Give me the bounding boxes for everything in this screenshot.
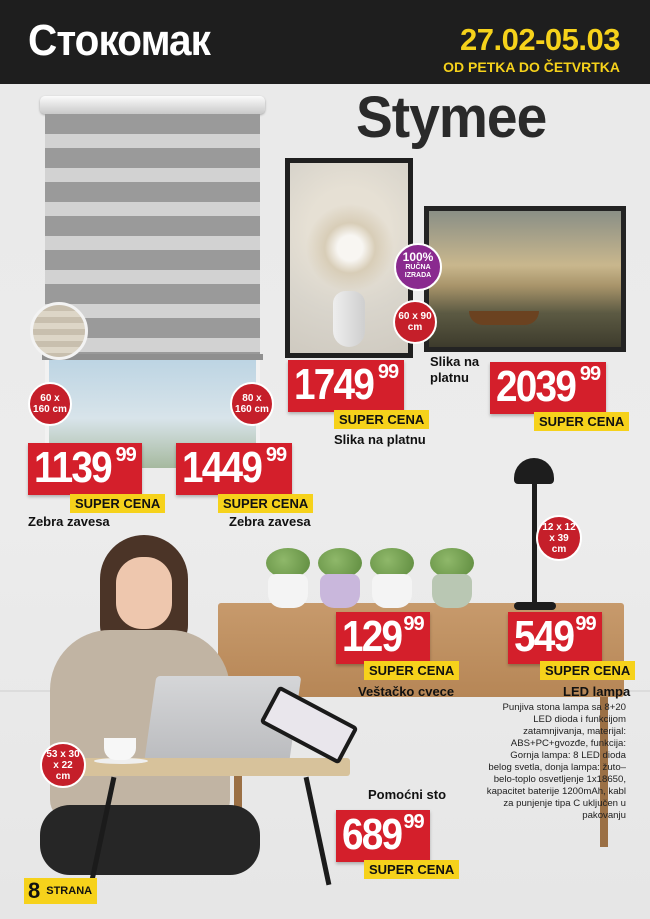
page-number: 8: [24, 878, 44, 904]
product-name-zebra1: Zebra zavesa: [28, 514, 110, 529]
plant-pot-image: [428, 548, 476, 610]
size-badge-sto: 53 x 30 x 22 cm: [40, 742, 86, 788]
price-tag-sto: 689 99: [336, 810, 430, 862]
product-name-zebra2: Zebra zavesa: [229, 514, 311, 529]
size-badge-lampa: 12 x 12 x 39 cm: [536, 515, 582, 561]
fabric-sample-image: [30, 302, 88, 360]
folding-table-inset-image: [256, 690, 354, 750]
super-cena-badge: SUPER CENA: [364, 661, 459, 680]
promo-dates: 27.02-05.03: [460, 22, 620, 57]
size-badge-zebra1: 60 x 160 cm: [28, 382, 72, 426]
header-bar: [0, 0, 650, 84]
product-name-slika1: Slika na platnu: [334, 432, 426, 447]
price-tag-zebra2: 1449 99: [176, 443, 292, 495]
super-cena-badge: SUPER CENA: [334, 410, 429, 429]
page-word: STRANA: [44, 878, 97, 904]
super-cena-badge: SUPER CENA: [218, 494, 313, 513]
super-cena-badge: SUPER CENA: [540, 661, 635, 680]
plant-pot-image: [368, 548, 416, 610]
product-name-cvece: Veštačko cvece: [358, 684, 455, 699]
product-name-lampa: LED lampa: [563, 684, 631, 699]
size-badge-slika: 60 x 90 cm: [393, 300, 437, 344]
price-tag-slika2: 2039 99: [490, 362, 606, 414]
promo-days: OD PETKA DO ČETVRTKA: [443, 59, 620, 75]
product-name-slika2: Slika na platnu: [430, 354, 480, 385]
size-badge-zebra2: 80 x 160 cm: [230, 382, 274, 426]
lamp-description: Punjiva stona lampa sa 8+20 LED dioda i funkcijom zatamnjivanja, materijal: ABS+PC+gvozđe, funkcija: Gornja lampa: 8 LED dioda belog svetla, donja lampa: žuto–belo-toplo osvetljenje 1x18650, kapacitet baterije 1200mAh, kabl za punjenje tipa C uključen u pakovanju: [486, 702, 626, 821]
brand-logo: Стокомак: [28, 16, 211, 65]
blind-rail-image: [40, 96, 265, 114]
price-tag-slika1: 1749 99: [288, 360, 404, 412]
price-tag-cvece: 129 99: [336, 612, 430, 664]
price-tag-zebra1: 1139 99: [28, 443, 142, 495]
handmade-badge: 100% RUČNA IZRADA: [394, 243, 442, 291]
cup-image: [104, 738, 136, 760]
sub-brand-title: Stymee: [356, 85, 547, 150]
price-tag-lampa: 549 99: [508, 612, 602, 664]
product-name-sto: Pomoćni sto: [368, 787, 447, 802]
page-number-tab: [24, 878, 97, 904]
super-cena-badge: SUPER CENA: [364, 860, 459, 879]
super-cena-badge: SUPER CENA: [70, 494, 165, 513]
super-cena-badge: SUPER CENA: [534, 412, 629, 431]
painting-lake-image: [424, 206, 626, 352]
plant-pot-image: [316, 548, 364, 610]
plant-pot-image: [264, 548, 312, 610]
